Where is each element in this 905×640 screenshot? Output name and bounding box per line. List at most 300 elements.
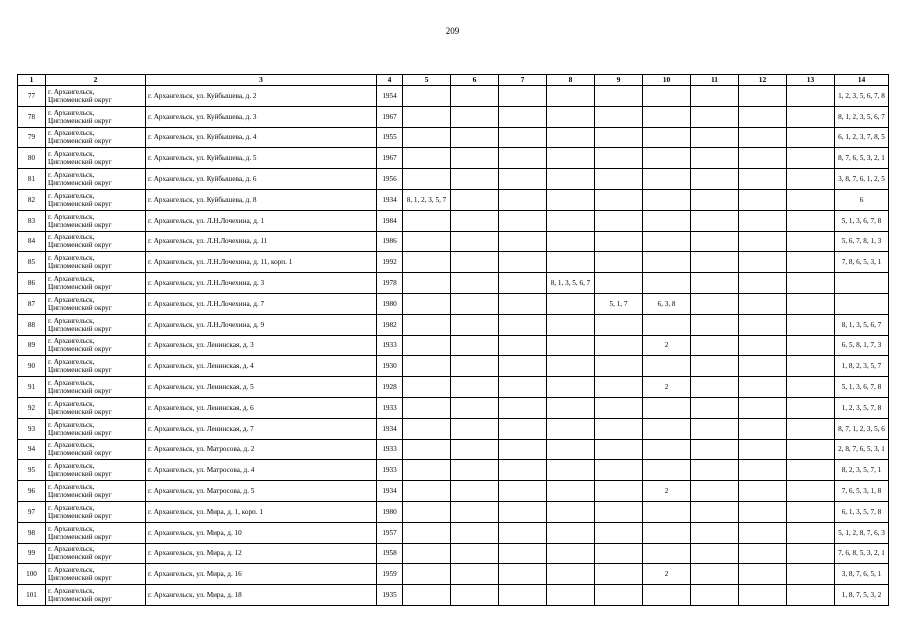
column-11-cell bbox=[691, 314, 739, 335]
address-cell: г. Архангельск, ул. Куйбышева, д. 8 bbox=[146, 189, 377, 210]
column-9-cell bbox=[595, 86, 643, 107]
column-12-cell bbox=[739, 418, 787, 439]
column-14-cell: 1, 2, 3, 5, 6, 7, 8 bbox=[835, 86, 889, 107]
column-10-cell bbox=[643, 314, 691, 335]
column-14-cell: 6, 5, 8, 1, 7, 3 bbox=[835, 335, 889, 356]
column-12-cell bbox=[739, 127, 787, 148]
district-line: г. Архангельск, bbox=[48, 171, 95, 180]
table-row bbox=[18, 106, 889, 127]
column-11-cell bbox=[691, 356, 739, 377]
column-5-cell bbox=[403, 481, 451, 502]
district-cell bbox=[46, 293, 146, 314]
column-13-cell bbox=[787, 273, 835, 294]
column-10-cell bbox=[643, 127, 691, 148]
column-10-cell bbox=[643, 439, 691, 460]
district-cell bbox=[46, 377, 146, 398]
address-cell: г. Архангельск, ул. Матросова, д. 5 bbox=[146, 481, 377, 502]
row-number: 92 bbox=[18, 397, 46, 418]
column-12-cell bbox=[739, 293, 787, 314]
address-cell: г. Архангельск, ул. Л.Н.Лочехина, д. 3 bbox=[146, 273, 377, 294]
column-8-cell bbox=[547, 377, 595, 398]
column-14-cell: 5, 1, 3, 6, 7, 8 bbox=[835, 210, 889, 231]
column-5-cell bbox=[403, 314, 451, 335]
column-8-cell bbox=[547, 169, 595, 190]
column-9-cell bbox=[595, 169, 643, 190]
table-row bbox=[18, 439, 889, 460]
district-line: г. Архангельск, bbox=[48, 545, 95, 554]
row-number: 101 bbox=[18, 585, 46, 606]
column-13-cell bbox=[787, 210, 835, 231]
year-cell: 1934 bbox=[377, 418, 403, 439]
district-line: Цигломенский округ bbox=[48, 470, 112, 479]
district-line: г. Архангельск, bbox=[48, 566, 95, 575]
column-14-cell: 8, 7, 1, 2, 3, 5, 6 bbox=[835, 418, 889, 439]
address-cell: г. Архангельск, ул. Ленинская, д. 3 bbox=[146, 335, 377, 356]
district-cell bbox=[46, 585, 146, 606]
column-header-9: 9 bbox=[595, 75, 643, 86]
column-12-cell bbox=[739, 460, 787, 481]
district-line: Цигломенский округ bbox=[48, 324, 112, 333]
year-cell: 1933 bbox=[377, 397, 403, 418]
column-11-cell bbox=[691, 501, 739, 522]
column-5-cell bbox=[403, 293, 451, 314]
column-11-cell bbox=[691, 189, 739, 210]
column-8-cell bbox=[547, 481, 595, 502]
district-cell bbox=[46, 439, 146, 460]
column-header-8: 8 bbox=[547, 75, 595, 86]
table-row bbox=[18, 543, 889, 564]
district-line: г. Архангельск, bbox=[48, 420, 95, 429]
column-10-cell bbox=[643, 501, 691, 522]
column-header-5: 5 bbox=[403, 75, 451, 86]
year-cell: 1978 bbox=[377, 273, 403, 294]
row-number: 97 bbox=[18, 501, 46, 522]
column-9-cell bbox=[595, 543, 643, 564]
column-10-cell bbox=[643, 543, 691, 564]
column-8-cell bbox=[547, 231, 595, 252]
address-cell: г. Архангельск, ул. Мира, д. 16 bbox=[146, 564, 377, 585]
column-header-2: 2 bbox=[46, 75, 146, 86]
row-number: 86 bbox=[18, 273, 46, 294]
district-line: г. Архангельск, bbox=[48, 524, 95, 533]
row-number: 79 bbox=[18, 127, 46, 148]
column-13-cell bbox=[787, 543, 835, 564]
column-12-cell bbox=[739, 314, 787, 335]
column-13-cell bbox=[787, 397, 835, 418]
column-13-cell bbox=[787, 127, 835, 148]
table-row bbox=[18, 377, 889, 398]
column-14-cell: 5, 1, 2, 8, 7, 6, 3 bbox=[835, 522, 889, 543]
column-7-cell bbox=[499, 148, 547, 169]
year-cell: 1992 bbox=[377, 252, 403, 273]
column-9-cell bbox=[595, 377, 643, 398]
column-8-cell bbox=[547, 335, 595, 356]
column-8-cell bbox=[547, 106, 595, 127]
district-cell bbox=[46, 543, 146, 564]
column-7-cell bbox=[499, 86, 547, 107]
table-row bbox=[18, 356, 889, 377]
column-12-cell bbox=[739, 148, 787, 169]
column-8-cell bbox=[547, 252, 595, 273]
column-6-cell bbox=[451, 460, 499, 481]
column-5-cell bbox=[403, 418, 451, 439]
district-line: г. Архангельск, bbox=[48, 233, 95, 242]
district-line: г. Архангельск, bbox=[48, 129, 95, 138]
column-9-cell bbox=[595, 314, 643, 335]
district-line: г. Архангельск, bbox=[48, 108, 95, 117]
column-6-cell bbox=[451, 106, 499, 127]
address-cell: г. Архангельск, ул. Л.Н.Лочехина, д. 9 bbox=[146, 314, 377, 335]
table-row bbox=[18, 127, 889, 148]
column-13-cell bbox=[787, 169, 835, 190]
column-11-cell bbox=[691, 86, 739, 107]
column-7-cell bbox=[499, 293, 547, 314]
district-cell bbox=[46, 106, 146, 127]
year-cell: 1930 bbox=[377, 356, 403, 377]
address-cell: г. Архангельск, ул. Куйбышева, д. 6 bbox=[146, 169, 377, 190]
column-7-cell bbox=[499, 106, 547, 127]
row-number: 89 bbox=[18, 335, 46, 356]
column-8-cell bbox=[547, 439, 595, 460]
column-5-cell bbox=[403, 460, 451, 481]
column-14-cell: 6, 1, 2, 3, 7, 8, 5 bbox=[835, 127, 889, 148]
column-14-cell: 3, 8, 7, 6, 1, 2, 5 bbox=[835, 169, 889, 190]
column-11-cell bbox=[691, 418, 739, 439]
column-7-cell bbox=[499, 377, 547, 398]
column-11-cell bbox=[691, 169, 739, 190]
column-10-cell: 2 bbox=[643, 481, 691, 502]
column-5-cell bbox=[403, 106, 451, 127]
column-11-cell bbox=[691, 252, 739, 273]
column-header-14: 14 bbox=[835, 75, 889, 86]
column-14-cell: 6, 1, 3, 5, 7, 8 bbox=[835, 501, 889, 522]
column-13-cell bbox=[787, 293, 835, 314]
row-number: 88 bbox=[18, 314, 46, 335]
column-12-cell bbox=[739, 397, 787, 418]
column-11-cell bbox=[691, 148, 739, 169]
year-cell: 1933 bbox=[377, 460, 403, 481]
column-11-cell bbox=[691, 397, 739, 418]
table-body bbox=[18, 86, 889, 606]
column-11-cell bbox=[691, 377, 739, 398]
column-10-cell bbox=[643, 397, 691, 418]
table-row bbox=[18, 481, 889, 502]
year-cell: 1959 bbox=[377, 564, 403, 585]
district-line: Цигломенский округ bbox=[48, 532, 112, 541]
column-12-cell bbox=[739, 106, 787, 127]
column-11-cell bbox=[691, 273, 739, 294]
column-8-cell bbox=[547, 543, 595, 564]
column-13-cell bbox=[787, 585, 835, 606]
district-line: Цигломенский округ bbox=[48, 491, 112, 500]
column-9-cell bbox=[595, 564, 643, 585]
column-14-cell: 8, 1, 3, 5, 6, 7 bbox=[835, 314, 889, 335]
address-cell: г. Архангельск, ул. Куйбышева, д. 5 bbox=[146, 148, 377, 169]
page-number: 209 bbox=[445, 26, 460, 36]
column-11-cell bbox=[691, 460, 739, 481]
column-5-cell bbox=[403, 522, 451, 543]
column-header-6: 6 bbox=[451, 75, 499, 86]
row-number: 96 bbox=[18, 481, 46, 502]
column-6-cell bbox=[451, 314, 499, 335]
address-cell: г. Архангельск, ул. Мира, д. 10 bbox=[146, 522, 377, 543]
address-cell: г. Архангельск, ул. Куйбышева, д. 3 bbox=[146, 106, 377, 127]
column-13-cell bbox=[787, 148, 835, 169]
table-row bbox=[18, 210, 889, 231]
district-cell bbox=[46, 231, 146, 252]
column-10-cell bbox=[643, 169, 691, 190]
column-9-cell bbox=[595, 148, 643, 169]
column-7-cell bbox=[499, 460, 547, 481]
column-5-cell bbox=[403, 501, 451, 522]
column-7-cell bbox=[499, 585, 547, 606]
table-row bbox=[18, 231, 889, 252]
row-number: 84 bbox=[18, 231, 46, 252]
address-cell: г. Архангельск, ул. Ленинская, д. 7 bbox=[146, 418, 377, 439]
column-5-cell bbox=[403, 585, 451, 606]
column-14-cell: 7, 8, 6, 5, 3, 1 bbox=[835, 252, 889, 273]
district-line: Цигломенский округ bbox=[48, 179, 112, 188]
column-14-cell bbox=[835, 293, 889, 314]
row-number: 83 bbox=[18, 210, 46, 231]
district-line: г. Архангельск, bbox=[48, 191, 95, 200]
column-9-cell bbox=[595, 501, 643, 522]
column-10-cell bbox=[643, 106, 691, 127]
column-header-13: 13 bbox=[787, 75, 835, 86]
column-12-cell bbox=[739, 231, 787, 252]
year-cell: 1958 bbox=[377, 543, 403, 564]
column-12-cell bbox=[739, 169, 787, 190]
column-6-cell bbox=[451, 543, 499, 564]
district-line: Цигломенский округ bbox=[48, 95, 112, 104]
address-cell: г. Архангельск, ул. Л.Н.Лочехина, д. 1 bbox=[146, 210, 377, 231]
column-8-cell bbox=[547, 314, 595, 335]
column-14-cell: 8, 7, 6, 5, 3, 2, 1 bbox=[835, 148, 889, 169]
table-row bbox=[18, 335, 889, 356]
column-header-1: 1 bbox=[18, 75, 46, 86]
column-7-cell bbox=[499, 481, 547, 502]
column-8-cell bbox=[547, 418, 595, 439]
column-11-cell bbox=[691, 231, 739, 252]
column-14-cell: 8, 1, 2, 3, 5, 6, 7 bbox=[835, 106, 889, 127]
table-row bbox=[18, 585, 889, 606]
column-9-cell bbox=[595, 273, 643, 294]
district-cell bbox=[46, 86, 146, 107]
column-5-cell bbox=[403, 439, 451, 460]
column-10-cell bbox=[643, 210, 691, 231]
year-cell: 1954 bbox=[377, 86, 403, 107]
column-9-cell bbox=[595, 460, 643, 481]
column-header-4: 4 bbox=[377, 75, 403, 86]
year-cell: 1934 bbox=[377, 189, 403, 210]
column-7-cell bbox=[499, 314, 547, 335]
district-line: г. Архангельск, bbox=[48, 212, 95, 221]
column-12-cell bbox=[739, 564, 787, 585]
year-cell: 1934 bbox=[377, 481, 403, 502]
column-10-cell: 2 bbox=[643, 377, 691, 398]
address-cell: г. Архангельск, ул. Ленинская, д. 4 bbox=[146, 356, 377, 377]
table-row bbox=[18, 189, 889, 210]
district-line: Цигломенский округ bbox=[48, 303, 112, 312]
row-number: 91 bbox=[18, 377, 46, 398]
column-10-cell bbox=[643, 585, 691, 606]
column-6-cell bbox=[451, 293, 499, 314]
column-12-cell bbox=[739, 273, 787, 294]
column-13-cell bbox=[787, 564, 835, 585]
column-11-cell bbox=[691, 439, 739, 460]
column-13-cell bbox=[787, 522, 835, 543]
column-8-cell bbox=[547, 148, 595, 169]
column-13-cell bbox=[787, 377, 835, 398]
district-line: Цигломенский округ bbox=[48, 283, 112, 292]
row-number: 87 bbox=[18, 293, 46, 314]
district-cell bbox=[46, 397, 146, 418]
table-row bbox=[18, 86, 889, 107]
district-line: Цигломенский округ bbox=[48, 366, 112, 375]
district-cell bbox=[46, 314, 146, 335]
column-8-cell bbox=[547, 522, 595, 543]
table-row bbox=[18, 252, 889, 273]
year-cell: 1935 bbox=[377, 585, 403, 606]
column-6-cell bbox=[451, 356, 499, 377]
address-cell: г. Архангельск, ул. Матросова, д. 4 bbox=[146, 460, 377, 481]
column-13-cell bbox=[787, 460, 835, 481]
column-14-cell bbox=[835, 273, 889, 294]
column-9-cell bbox=[595, 481, 643, 502]
table-row bbox=[18, 418, 889, 439]
column-12-cell bbox=[739, 481, 787, 502]
row-number: 93 bbox=[18, 418, 46, 439]
column-number-row bbox=[18, 75, 889, 86]
column-6-cell bbox=[451, 501, 499, 522]
district-cell bbox=[46, 252, 146, 273]
district-line: г. Архангельск, bbox=[48, 462, 95, 471]
district-line: Цигломенский округ bbox=[48, 574, 112, 583]
column-14-cell: 5, 1, 3, 6, 7, 8 bbox=[835, 377, 889, 398]
column-14-cell: 1, 8, 2, 3, 5, 7 bbox=[835, 356, 889, 377]
column-5-cell bbox=[403, 127, 451, 148]
column-header-7: 7 bbox=[499, 75, 547, 86]
column-13-cell bbox=[787, 189, 835, 210]
district-line: Цигломенский округ bbox=[48, 199, 112, 208]
column-7-cell bbox=[499, 189, 547, 210]
column-14-cell: 2, 8, 7, 6, 5, 3, 1 bbox=[835, 439, 889, 460]
column-6-cell bbox=[451, 397, 499, 418]
column-5-cell bbox=[403, 377, 451, 398]
address-cell: г. Архангельск, ул. Л.Н.Лочехина, д. 11 bbox=[146, 231, 377, 252]
district-line: г. Архангельск, bbox=[48, 441, 95, 450]
address-cell: г. Архангельск, ул. Мира, д. 1, корп. 1 bbox=[146, 501, 377, 522]
district-cell bbox=[46, 356, 146, 377]
column-12-cell bbox=[739, 439, 787, 460]
year-cell: 1980 bbox=[377, 501, 403, 522]
column-8-cell bbox=[547, 189, 595, 210]
address-cell: г. Архангельск, ул. Куйбышева, д. 4 bbox=[146, 127, 377, 148]
column-9-cell bbox=[595, 252, 643, 273]
column-9-cell bbox=[595, 418, 643, 439]
column-11-cell bbox=[691, 335, 739, 356]
year-cell: 1955 bbox=[377, 127, 403, 148]
row-number: 78 bbox=[18, 106, 46, 127]
column-7-cell bbox=[499, 564, 547, 585]
table-row bbox=[18, 293, 889, 314]
district-cell bbox=[46, 148, 146, 169]
table-row bbox=[18, 501, 889, 522]
column-10-cell bbox=[643, 522, 691, 543]
district-line: Цигломенский округ bbox=[48, 220, 112, 229]
address-cell: г. Архангельск, ул. Мира, д. 12 bbox=[146, 543, 377, 564]
column-7-cell bbox=[499, 501, 547, 522]
district-line: г. Архангельск, bbox=[48, 587, 95, 596]
column-header-3: 3 bbox=[146, 75, 377, 86]
column-11-cell bbox=[691, 210, 739, 231]
column-8-cell bbox=[547, 210, 595, 231]
row-number: 77 bbox=[18, 86, 46, 107]
column-11-cell bbox=[691, 564, 739, 585]
district-cell bbox=[46, 564, 146, 585]
column-5-cell bbox=[403, 210, 451, 231]
column-9-cell bbox=[595, 106, 643, 127]
column-9-cell bbox=[595, 127, 643, 148]
column-header-10: 10 bbox=[643, 75, 691, 86]
district-line: г. Архангельск, bbox=[48, 358, 95, 367]
column-9-cell bbox=[595, 522, 643, 543]
table-row bbox=[18, 564, 889, 585]
year-cell: 1933 bbox=[377, 439, 403, 460]
column-header-12: 12 bbox=[739, 75, 787, 86]
district-line: Цигломенский округ bbox=[48, 449, 112, 458]
table-row bbox=[18, 169, 889, 190]
column-12-cell bbox=[739, 86, 787, 107]
column-11-cell bbox=[691, 522, 739, 543]
district-line: г. Архангельск, bbox=[48, 483, 95, 492]
district-line: г. Архангельск, bbox=[48, 503, 95, 512]
column-8-cell bbox=[547, 127, 595, 148]
row-number: 80 bbox=[18, 148, 46, 169]
column-7-cell bbox=[499, 543, 547, 564]
column-7-cell bbox=[499, 127, 547, 148]
column-6-cell bbox=[451, 377, 499, 398]
column-12-cell bbox=[739, 377, 787, 398]
district-cell bbox=[46, 273, 146, 294]
year-cell: 1933 bbox=[377, 335, 403, 356]
column-6-cell bbox=[451, 481, 499, 502]
column-5-cell bbox=[403, 273, 451, 294]
column-11-cell bbox=[691, 585, 739, 606]
district-line: г. Архангельск, bbox=[48, 316, 95, 325]
district-line: Цигломенский округ bbox=[48, 553, 112, 562]
year-cell: 1928 bbox=[377, 377, 403, 398]
column-6-cell bbox=[451, 522, 499, 543]
column-13-cell bbox=[787, 314, 835, 335]
column-6-cell bbox=[451, 127, 499, 148]
column-14-cell: 8, 2, 3, 5, 7, 1 bbox=[835, 460, 889, 481]
column-9-cell bbox=[595, 356, 643, 377]
address-cell: г. Архангельск, ул. Матросова, д. 2 bbox=[146, 439, 377, 460]
column-10-cell bbox=[643, 148, 691, 169]
column-7-cell bbox=[499, 231, 547, 252]
column-5-cell bbox=[403, 231, 451, 252]
column-8-cell bbox=[547, 356, 595, 377]
column-10-cell bbox=[643, 252, 691, 273]
district-line: г. Архангельск, bbox=[48, 87, 95, 96]
column-5-cell bbox=[403, 543, 451, 564]
column-12-cell bbox=[739, 189, 787, 210]
district-cell bbox=[46, 169, 146, 190]
column-5-cell bbox=[403, 356, 451, 377]
column-8-cell bbox=[547, 460, 595, 481]
column-7-cell bbox=[499, 418, 547, 439]
